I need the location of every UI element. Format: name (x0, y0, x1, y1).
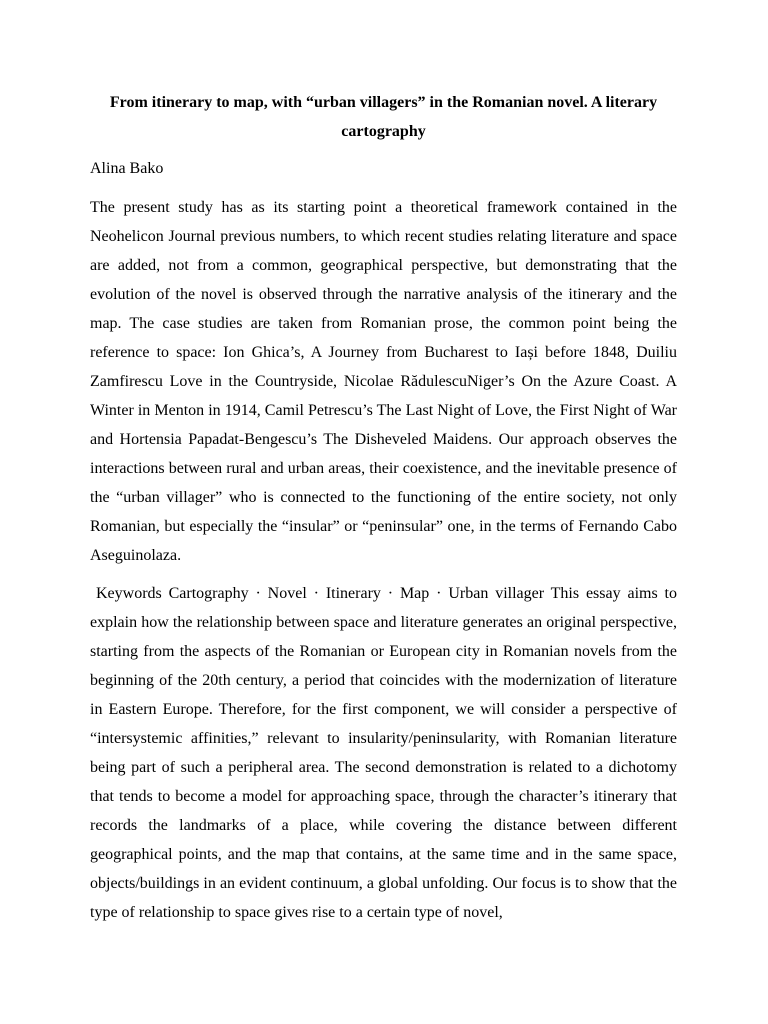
author-name: Alina Bako (90, 160, 164, 177)
abstract-paragraph: The present study has as its starting point a theoretical framework contained in the Neohelicon Journal previous numbers, to which recent studies relating literature and space are added, not from a common, geographical perspective, but demonstrating that the evolution of the novel is observed through the narrative analysis of the itinerary and the map. The case studies are taken from Romanian prose, the common point being the reference to space: Ion Ghica’s, A Journey from Bucharest to Iași before 1848, Duiliu Zamfirescu Love in the Countryside, Nicolae RădulescuNiger’s On the Azure Coast. A Winter in Menton in 1914, Camil Petrescu’s The Last Night of Love, the First Night of War and Hortensia Papadat-Bengescu’s The Disheveled Maidens. Our approach observes the interactions between rural and urban areas, their coexistence, and the inevitable presence of the “urban villager” who is connected to the functioning of the entire society, not only Romanian, but especially the “insular” or “peninsular” one, in the terms of Fernando Cabo Aseguinolaza. (90, 199, 677, 564)
body-paragraph: Keywords Cartography · Novel · Itinerary · Map · Urban villager This essay aims to explain how the relationship between space and literature generates an original perspective, starting from the aspects of the Romanian or European city in Romanian novels from the beginning of the 20th century, a period that coincides with the modernization of literature in Eastern Europe. Therefore, for the first component, we will consider a perspective of “intersystemic affinities,” relevant to insularity/peninsularity, with Romanian literature being part of such a peripheral area. The second demonstration is related to a dichotomy that tends to become a model for approaching space, through the character’s itinerary that records the landmarks of a place, while covering the distance between different geographical points, and the map that contains, at the same time and in the same space, objects/buildings in an evident continuum, a global unfolding. Our focus is to show that the type of relationship to space gives rise to a certain type of novel, (90, 585, 677, 921)
document-page (90, 88, 677, 936)
document-title: From itinerary to map, with “urban villagers” in the Romanian novel. A literary cartography (109, 94, 658, 140)
